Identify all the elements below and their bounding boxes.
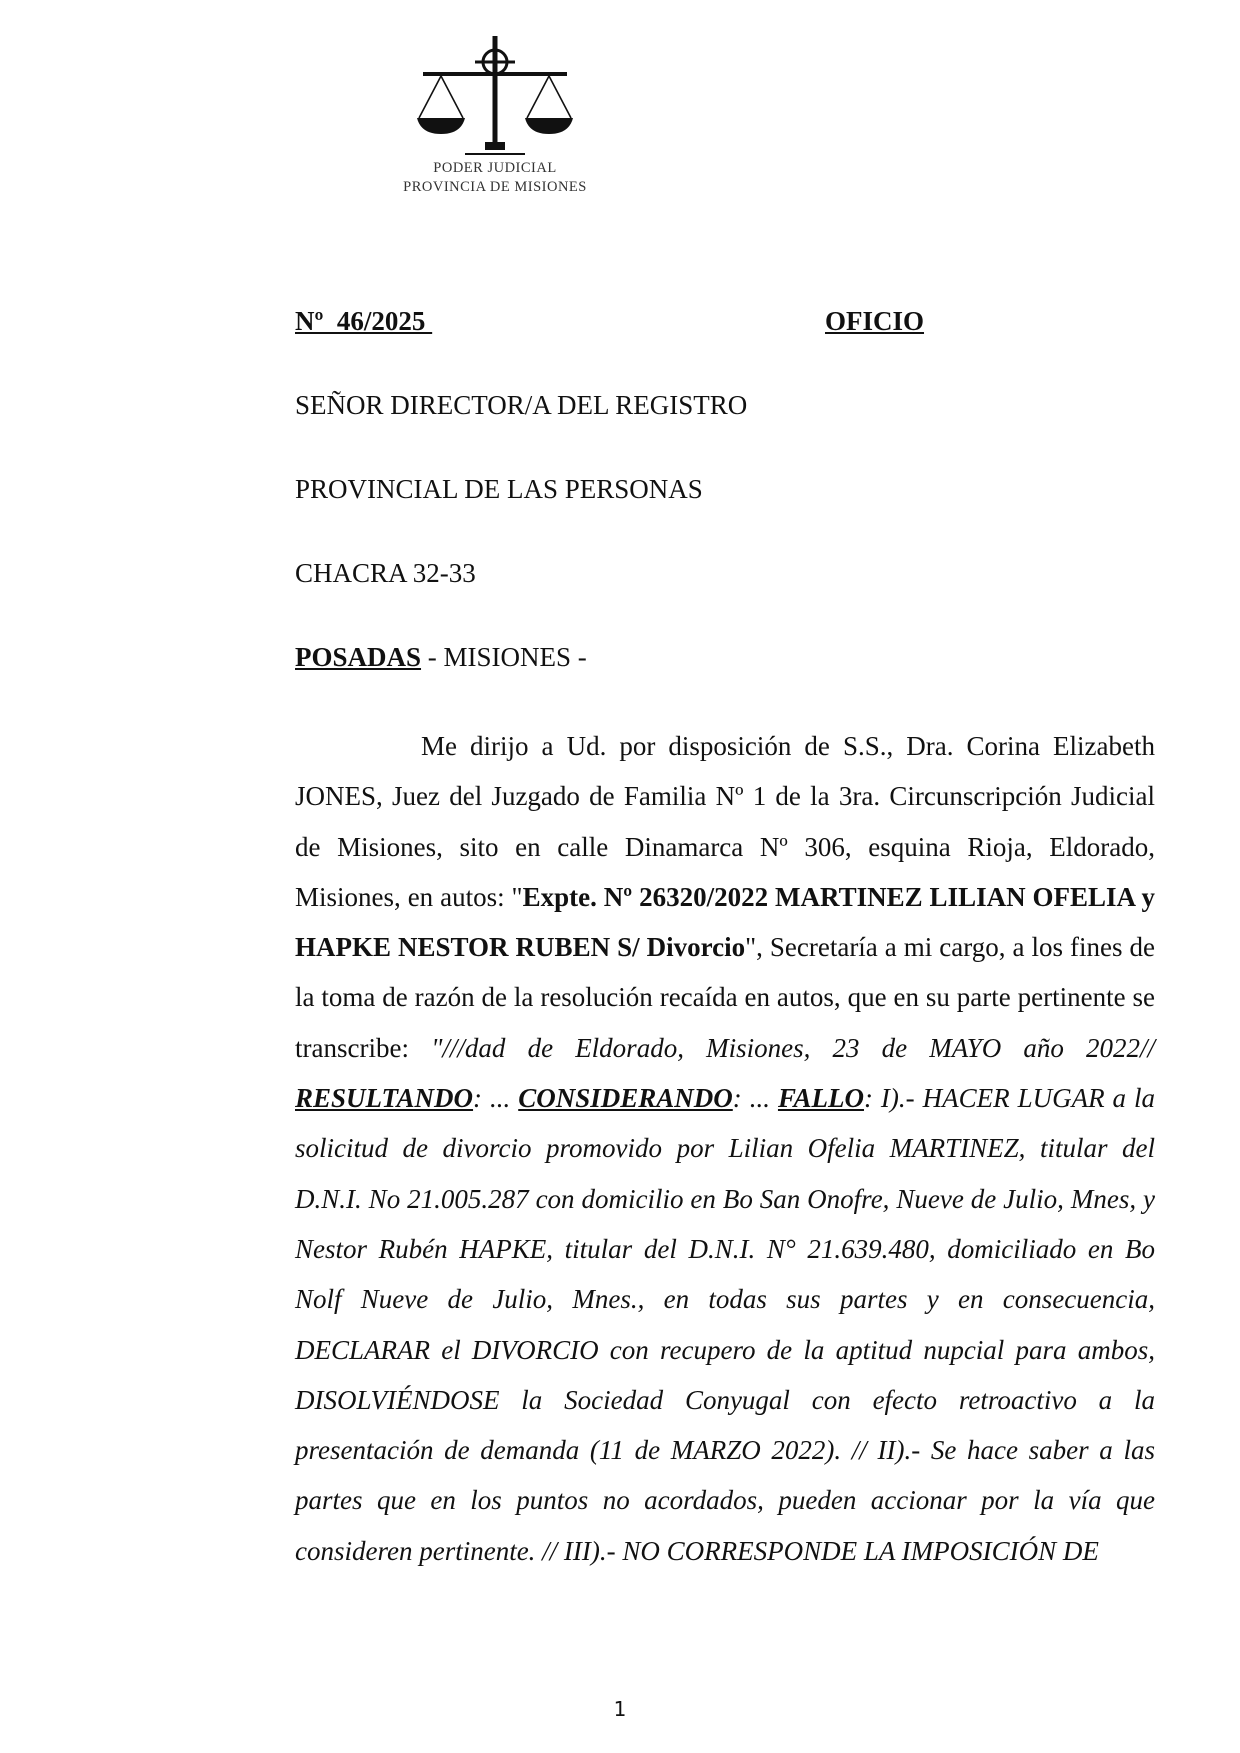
document-title: OFICIO [825,306,925,336]
city-name: POSADAS [295,642,422,672]
case-title: Expte. Nº 26320/2022 MARTINEZ LILIAN OFELIA y HAPKE NESTOR RUBEN S/ Divorcio [295,881,1155,963]
court-logo [395,30,595,220]
fallo-heading: FALLO [777,1083,864,1114]
resultando-heading: RESULTANDO [295,1083,474,1114]
considerando-heading: CONSIDERANDO [518,1083,733,1114]
quote-sep1: : ... [473,1083,519,1114]
body-intro: Me dirijo a Ud. por disposición de S.S., Dra. Corina Elizabeth JONES, Juez del Juzgado de Familia Nº 1 de la 3ra. Circunscripción Judicial de Misiones, sito en calle Dinamarca Nº 306, esquina Rioja, Eldorado, Misiones, en autos: " [295,731,1155,912]
body-paragraph [295,721,1155,1576]
quote-start: "///dad de Eldorado, Misiones, 23 de MAYO año 2022// [431,1032,1155,1063]
quote-sep2: : ... [732,1083,778,1114]
body-after-case: ", Secretaría a mi cargo, a los fines de la toma de razón de la resolución recaída en autos, que en su parte pertinente se transcribe: [295,932,1155,1063]
addressee-city [295,642,587,673]
quote-rest: : I).- HACER LUGAR a la solicitud de divorcio promovido por Lilian Ofelia MARTINEZ, titular del D.N.I. No 21.005.287 con domicilio en Bo San Onofre, Nueve de Julio, Mnes, y Nestor Rubén HAPKE, titular del D.N.I. N° 21.639.480, domiciliado en Bo Nolf Nueve de Julio, Mnes., en todas sus partes y en consecuencia, DECLARAR el DIVORCIO con recupero de la aptitud nupcial para ambos, DISOLVIÉNDOSE la Sociedad Conyugal con efecto retroactivo a la presentación de demanda (11 de MARZO 2022). // II).- Se hace saber a las partes que en los puntos no acordados, pueden accionar por la vía que consideren pertinente. // III).- NO CORRESPONDE LA IMPOSICIÓN DE [295,1083,1155,1566]
city-province: - MISIONES - [421,642,587,672]
addressee-line3: CHACRA 32-33 [295,558,476,588]
letter-body [295,721,1155,1576]
scales-of-justice-icon [415,30,575,162]
document-header [295,306,1155,342]
addressee-line2: PROVINCIAL DE LAS PERSONAS [295,474,703,504]
logo-text-line1: PODER JUDICIAL [433,160,557,176]
addressee-line1: SEÑOR DIRECTOR/A DEL REGISTRO [295,390,748,420]
document-number: Nº 46/2025 [295,306,433,336]
page-number: 1 [613,1697,627,1721]
logo-text-line2: PROVINCIA DE MISIONES [403,179,587,195]
